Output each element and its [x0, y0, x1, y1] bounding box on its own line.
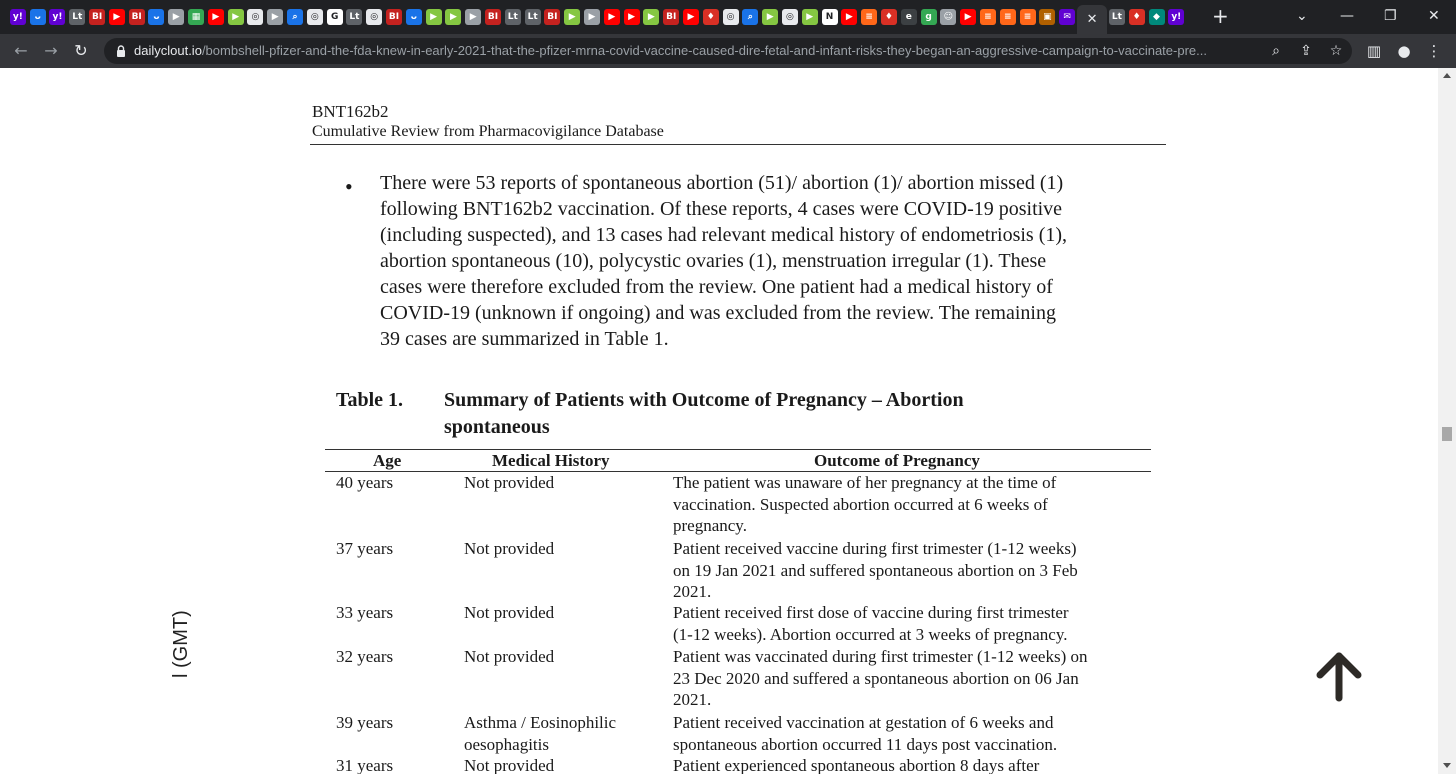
browser-tab[interactable]: [444, 5, 464, 29]
close-window-button[interactable]: ✕: [1428, 8, 1440, 24]
document-icon: Lt: [346, 9, 362, 25]
browser-tab[interactable]: [602, 5, 622, 29]
table-cell-medical-history: oesophagitis: [464, 734, 549, 754]
substack-icon: ≡: [1020, 9, 1036, 25]
browser-tab[interactable]: [1107, 5, 1127, 29]
table-cell-outcome: Patient received vaccine during first trimester (1-12 weeks): [673, 539, 1077, 558]
scrollbar-thumb[interactable]: [1442, 427, 1452, 441]
table-cell-outcome: 23 Dec 2020 and suffered a spontaneous abortion on 06 Jan: [673, 668, 1079, 688]
tab-search-button[interactable]: ⌄: [1296, 8, 1308, 24]
business-insider-icon: BI: [386, 9, 402, 25]
browser-tab[interactable]: [1018, 5, 1038, 29]
pin-icon: ♦: [703, 9, 719, 25]
browser-tab[interactable]: [998, 5, 1018, 29]
letter-g-icon: g: [921, 9, 937, 25]
paragraph-line: cases were therefore excluded from the review. One patient had a medical history of: [380, 276, 1053, 298]
browser-tab[interactable]: [67, 5, 87, 29]
table-cell-outcome: 2021.: [673, 582, 712, 602]
table-top-rule: [325, 449, 1151, 450]
table-cell-medical-history: Not provided: [464, 756, 555, 774]
browser-tab[interactable]: [8, 5, 28, 29]
yahoo-icon: y!: [1168, 9, 1184, 25]
browser-tab[interactable]: [879, 5, 899, 29]
globe-icon: ◎: [307, 9, 323, 25]
reload-button[interactable]: ↻: [74, 41, 88, 60]
youtube-icon: ▶: [604, 9, 620, 25]
rumble-icon: ▶: [228, 9, 244, 25]
browser-tab[interactable]: [780, 5, 800, 29]
browser-tab[interactable]: [364, 5, 384, 29]
browser-tab[interactable]: [839, 5, 859, 29]
table-cell-outcome: Patient received first dose of vaccine during first trimester: [673, 603, 1069, 622]
table-cell-outcome: The patient was unaware of her pregnancy at the time of: [673, 473, 1057, 492]
google-icon: G: [327, 9, 343, 25]
browser-tab[interactable]: [642, 5, 662, 29]
paragraph-line: There were 53 reports of spontaneous abortion (51)/ abortion (1)/ abortion missed (1): [380, 172, 1064, 194]
browser-tab[interactable]: [424, 5, 444, 29]
timezone-label: l (GMT): [170, 610, 192, 678]
table-cell-outcome: spontaneous abortion occurred 11 days post vaccination.: [673, 734, 1058, 754]
doc-header-product: BNT162b2: [312, 102, 389, 121]
pin-icon: ♦: [1129, 9, 1145, 25]
table-title-line: spontaneous: [444, 416, 550, 438]
table-cell-outcome: on 19 Jan 2021 and suffered spontaneous abortion on 3 Feb: [673, 560, 1078, 580]
rumble-icon: ▶: [643, 9, 659, 25]
browser-tab[interactable]: [800, 5, 820, 29]
vpn-icon: ᴗ: [30, 9, 46, 25]
table-label: Table 1.: [336, 389, 404, 411]
puzzle-icon: ◆: [1149, 9, 1165, 25]
paragraph-line: abortion spontaneous (10), polycystic ovaries (1), menstruation irregular (1). These: [380, 250, 1047, 272]
globe-icon: ◎: [723, 9, 739, 25]
arrow-right-icon: ▶: [465, 9, 481, 25]
youtube-icon: ▶: [683, 9, 699, 25]
summary-paragraph: [380, 170, 1180, 352]
vpn-icon: ᴗ: [406, 9, 422, 25]
table-cell-medical-history: Not provided: [464, 473, 555, 492]
browser-tab[interactable]: [899, 5, 919, 29]
browser-tab[interactable]: [325, 5, 345, 29]
browser-tab[interactable]: [503, 5, 523, 29]
avatar-icon: ☺: [940, 9, 956, 25]
substack-icon: ≡: [861, 9, 877, 25]
browser-tab[interactable]: [147, 5, 167, 29]
forward-button[interactable]: →: [44, 41, 58, 60]
substack-icon: ≡: [1000, 9, 1016, 25]
rumble-icon: ▶: [762, 9, 778, 25]
browser-tab[interactable]: [226, 5, 246, 29]
youtube-icon: ▶: [624, 9, 640, 25]
document-icon: Lt: [525, 9, 541, 25]
browser-tab[interactable]: [463, 5, 483, 29]
bookmark-star-icon[interactable]: ☆: [1329, 43, 1343, 59]
zoom-icon[interactable]: ⌕: [1272, 43, 1280, 59]
arrow-right-icon: ▶: [267, 9, 283, 25]
browser-tab[interactable]: [582, 5, 602, 29]
browser-tab[interactable]: [919, 5, 939, 29]
letter-e-icon: e: [901, 9, 917, 25]
table-cell-age: 39 years: [336, 713, 394, 732]
browser-tab[interactable]: [107, 5, 127, 29]
business-insider-icon: BI: [485, 9, 501, 25]
minimize-button[interactable]: —: [1340, 8, 1354, 24]
lock-icon[interactable]: [114, 44, 128, 58]
browser-tab[interactable]: [483, 5, 503, 29]
rumble-icon: ▶: [445, 9, 461, 25]
table-cell-medical-history: Not provided: [464, 647, 555, 666]
share-icon[interactable]: ⇪: [1300, 43, 1312, 59]
arrow-right-icon: ▶: [584, 9, 600, 25]
url-domain: dailyclout.io: [134, 43, 202, 58]
browser-tab[interactable]: [701, 5, 721, 29]
table-cell-medical-history: Not provided: [464, 539, 555, 558]
back-button[interactable]: ←: [14, 41, 28, 60]
vpn-icon: ᴗ: [148, 9, 164, 25]
browser-tab[interactable]: [938, 5, 958, 29]
globe-icon: ◎: [247, 9, 263, 25]
browser-tab[interactable]: [305, 5, 325, 29]
tab-list: [8, 5, 1186, 29]
url-text[interactable]: [134, 42, 1258, 60]
table-cell-age: 37 years: [336, 539, 394, 558]
business-insider-icon: BI: [129, 9, 145, 25]
search-icon: ⌕: [287, 9, 303, 25]
table-title: [444, 387, 1084, 441]
table-cell-outcome: 2021.: [673, 690, 712, 710]
browser-tab[interactable]: [404, 5, 424, 29]
table-cell-age: 33 years: [336, 603, 394, 622]
browser-tab[interactable]: [87, 5, 107, 29]
image-icon: ▣: [1039, 9, 1055, 25]
search-icon: ⌕: [742, 9, 758, 25]
arrow-right-icon: ▶: [168, 9, 184, 25]
browser-tab[interactable]: [1127, 5, 1147, 29]
browser-tab[interactable]: [523, 5, 543, 29]
paragraph-line: 39 cases are summarized in Table 1.: [380, 328, 669, 350]
browser-tab[interactable]: [48, 5, 68, 29]
active-tab[interactable]: [1077, 5, 1107, 34]
table-cell-age: 32 years: [336, 647, 394, 666]
browser-menu-icon[interactable]: ⋮: [1426, 42, 1442, 60]
column-header-medical-history: Medical History: [492, 451, 610, 470]
document-icon: Lt: [1109, 9, 1125, 25]
browser-tab[interactable]: [661, 5, 681, 29]
browser-tab[interactable]: [166, 5, 186, 29]
browser-tab[interactable]: [1037, 5, 1057, 29]
column-header-age: Age: [373, 451, 402, 470]
document-icon: Lt: [69, 9, 85, 25]
scroll-up-arrow[interactable]: [1443, 73, 1451, 78]
yahoo-icon: y!: [10, 9, 26, 25]
yahoo-icon: y!: [49, 9, 65, 25]
browser-tab[interactable]: [562, 5, 582, 29]
column-header-outcome: Outcome of Pregnancy: [814, 451, 980, 470]
mail-icon: ✉: [1059, 9, 1075, 25]
substack-icon: ≡: [980, 9, 996, 25]
vertical-scrollbar[interactable]: [1438, 68, 1456, 774]
globe-icon: ◎: [782, 9, 798, 25]
close-tab-icon[interactable]: ✕: [1086, 12, 1098, 27]
browser-tab[interactable]: [1166, 5, 1186, 29]
browser-tab[interactable]: [265, 5, 285, 29]
table-cell-medical-history: Asthma / Eosinophilic: [464, 713, 617, 732]
rumble-icon: ▶: [564, 9, 580, 25]
restore-button[interactable]: ❐: [1384, 8, 1397, 24]
page-content: [0, 68, 1438, 774]
pin-icon: ♦: [881, 9, 897, 25]
browser-tab[interactable]: [384, 5, 404, 29]
browser-tab[interactable]: [622, 5, 642, 29]
paragraph-line: COVID-19 (unknown if ongoing) and was excluded from the review. The remaining: [380, 302, 1056, 324]
rumble-icon: ▶: [802, 9, 818, 25]
side-panel-icon[interactable]: ▥: [1366, 42, 1382, 60]
table-cell-outcome: pregnancy.: [673, 516, 747, 536]
youtube-icon: ▶: [841, 9, 857, 25]
paragraph-line: (including suspected), and 13 cases had relevant medical history of endometriosis (1),: [380, 224, 1068, 246]
browser-tab[interactable]: [681, 5, 701, 29]
browser-tab[interactable]: [285, 5, 305, 29]
youtube-icon: ▶: [109, 9, 125, 25]
tab-strip: [0, 0, 1456, 34]
browser-tab[interactable]: [859, 5, 879, 29]
browser-tab[interactable]: [186, 5, 206, 29]
paragraph-line: following BNT162b2 vaccination. Of these reports, 4 cases were COVID-19 positive: [380, 198, 1063, 220]
new-tab-button[interactable]: +: [1212, 4, 1229, 28]
business-insider-icon: BI: [89, 9, 105, 25]
browser-tab[interactable]: [978, 5, 998, 29]
table-cell-outcome: Patient was vaccinated during first trimester (1-12 weeks) on: [673, 647, 1088, 666]
browser-tab[interactable]: [740, 5, 760, 29]
browser-tab[interactable]: [543, 5, 563, 29]
browser-tab[interactable]: [28, 5, 48, 29]
bullet-point: •: [345, 174, 353, 199]
browser-tab[interactable]: [1147, 5, 1167, 29]
rumble-icon: ▶: [426, 9, 442, 25]
business-insider-icon: BI: [544, 9, 560, 25]
youtube-icon: ▶: [208, 9, 224, 25]
browser-tab[interactable]: [345, 5, 365, 29]
map-icon: ▦: [188, 9, 204, 25]
document-icon: Lt: [505, 9, 521, 25]
table-cell-age: 40 years: [336, 473, 394, 492]
browser-tab[interactable]: [958, 5, 978, 29]
browser-tab[interactable]: [760, 5, 780, 29]
table-cell-outcome: (1-12 weeks). Abortion occurred at 3 weeks of pregnancy.: [673, 624, 1068, 644]
url-path: /bombshell-pfizer-and-the-fda-knew-in-early-2021-that-the-pfizer-mrna-covid-vaccine-caused-dire-fetal-and-infant-risks-they-began-an-aggressive-campaign-to-vaccinate-pre...: [201, 43, 1207, 58]
browser-tab[interactable]: [820, 5, 840, 29]
browser-tab[interactable]: [1057, 5, 1077, 29]
globe-icon: ◎: [366, 9, 382, 25]
profile-avatar-icon[interactable]: ●: [1397, 42, 1411, 60]
table-cell-age: 31 years: [336, 756, 394, 774]
scroll-down-arrow[interactable]: [1443, 763, 1451, 768]
header-divider: [310, 144, 1166, 145]
table-cell-outcome: Patient experienced spontaneous abortion 8 days after: [673, 756, 1040, 774]
browser-tab[interactable]: [721, 5, 741, 29]
news-icon: N: [822, 9, 838, 25]
browser-tab[interactable]: [127, 5, 147, 29]
table-title-line: Summary of Patients with Outcome of Pregnancy – Abortion: [444, 389, 964, 411]
table-cell-medical-history: Not provided: [464, 603, 555, 622]
browser-tab[interactable]: [206, 5, 226, 29]
arrow-up-icon[interactable]: [1310, 648, 1368, 706]
table-cell-outcome: Patient received vaccination at gestation of 6 weeks and: [673, 713, 1054, 732]
youtube-icon: ▶: [960, 9, 976, 25]
table-cell-outcome: vaccination. Suspected abortion occurred at 6 weeks of: [673, 494, 1048, 514]
browser-tab[interactable]: [246, 5, 266, 29]
business-insider-icon: BI: [663, 9, 679, 25]
doc-header-title: Cumulative Review from Pharmacovigilance Database: [312, 123, 664, 140]
